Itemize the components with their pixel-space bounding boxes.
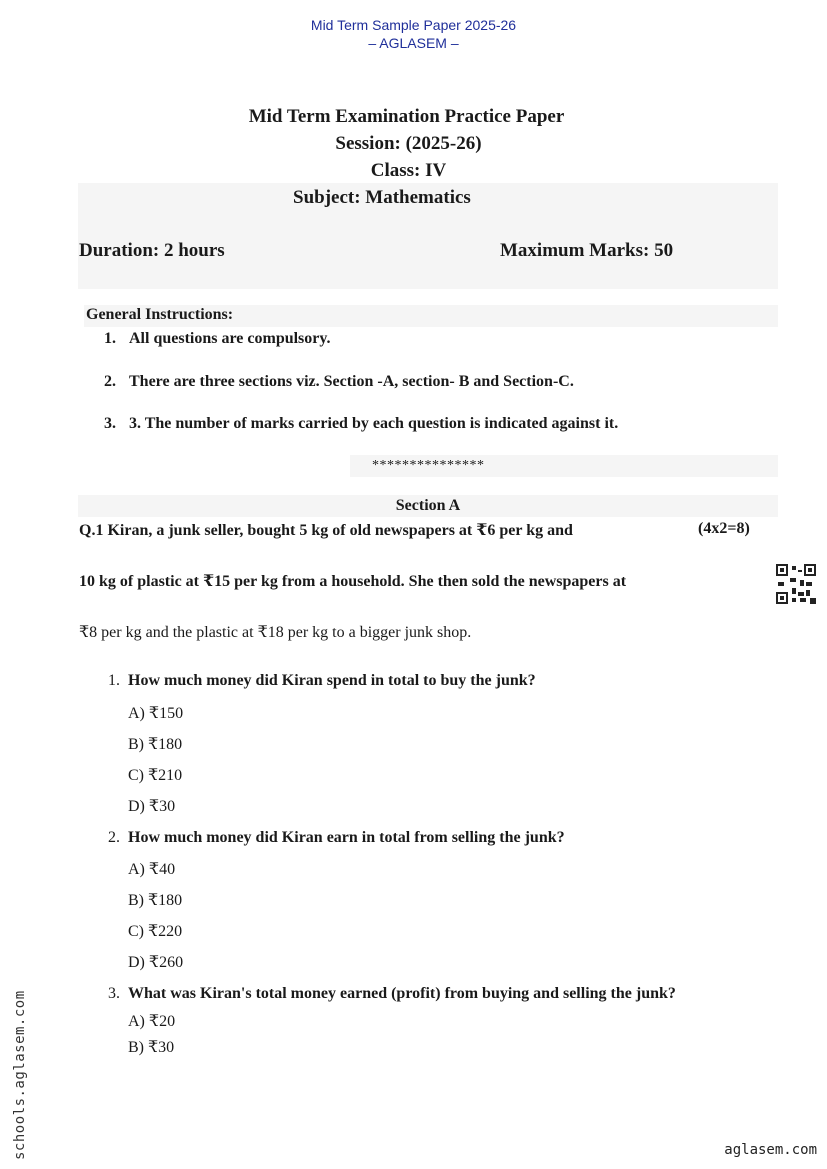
- q1-line-3: ₹8 per kg and the plastic at ₹18 per kg to a bigger junk shop.: [79, 624, 472, 641]
- subq-1-option-a: A) ₹150: [128, 705, 184, 722]
- subq-2-option-d: D) ₹260: [128, 954, 184, 971]
- subq-3-text: What was Kiran's total money earned (profit) from buying and selling the junk?: [128, 985, 676, 1002]
- instruction-2-num: 2.: [104, 373, 116, 390]
- subq-2-text: How much money did Kiran earn in total from selling the junk?: [128, 829, 565, 846]
- q1-line-1: Q.1 Kiran, a junk seller, bought 5 kg of old newspapers at ₹6 per kg and: [79, 522, 573, 539]
- qr-code-icon: [776, 564, 816, 604]
- q1-marks: (4x2=8): [698, 520, 750, 537]
- subq-1-option-b: B) ₹180: [128, 736, 183, 753]
- section-a-title: Section A: [395, 497, 461, 514]
- subq-2-option-b: B) ₹180: [128, 892, 183, 909]
- instruction-3-num: 3.: [104, 415, 116, 432]
- paper-subject: Subject: Mathematics: [293, 187, 471, 208]
- q1-line-2: 10 kg of plastic at ₹15 per kg from a household. She then sold the newspapers at: [79, 573, 627, 590]
- paper-class: Class: IV: [370, 160, 447, 181]
- paper-title: Mid Term Examination Practice Paper: [248, 106, 565, 127]
- paper-duration: Duration: 2 hours: [79, 240, 225, 261]
- instruction-1-num: 1.: [104, 330, 116, 347]
- separator: ***************: [372, 458, 485, 473]
- instruction-2-text: There are three sections viz. Section -A, section- B and Section-C.: [129, 373, 574, 390]
- instructions-heading: General Instructions:: [86, 306, 234, 323]
- subq-1-text: How much money did Kiran spend in total to buy the junk?: [128, 672, 536, 689]
- instruction-3-text: 3. The number of marks carried by each question is indicated against it.: [129, 415, 619, 432]
- subq-2-option-a: A) ₹40: [128, 861, 176, 878]
- subq-3-num: 3.: [108, 985, 120, 1002]
- subq-1-num: 1.: [108, 672, 120, 689]
- side-watermark: schools.aglasem.com: [12, 990, 28, 1160]
- subq-3-option-b: B) ₹30: [128, 1039, 175, 1056]
- subq-3-option-a: A) ₹20: [128, 1013, 176, 1030]
- subq-2-num: 2.: [108, 829, 120, 846]
- subq-1-option-d: D) ₹30: [128, 798, 176, 815]
- paper-session: Session: (2025-26): [335, 133, 482, 154]
- subq-2-option-c: C) ₹220: [128, 923, 183, 940]
- instruction-1-text: All questions are compulsory.: [129, 330, 331, 347]
- subq-1-option-c: C) ₹210: [128, 767, 183, 784]
- paper-max-marks: Maximum Marks: 50: [500, 240, 674, 261]
- header-line-2: – AGLASEM –: [368, 35, 459, 51]
- header-line-1: Mid Term Sample Paper 2025-26: [310, 17, 517, 33]
- footer-watermark: aglasem.com: [724, 1142, 817, 1158]
